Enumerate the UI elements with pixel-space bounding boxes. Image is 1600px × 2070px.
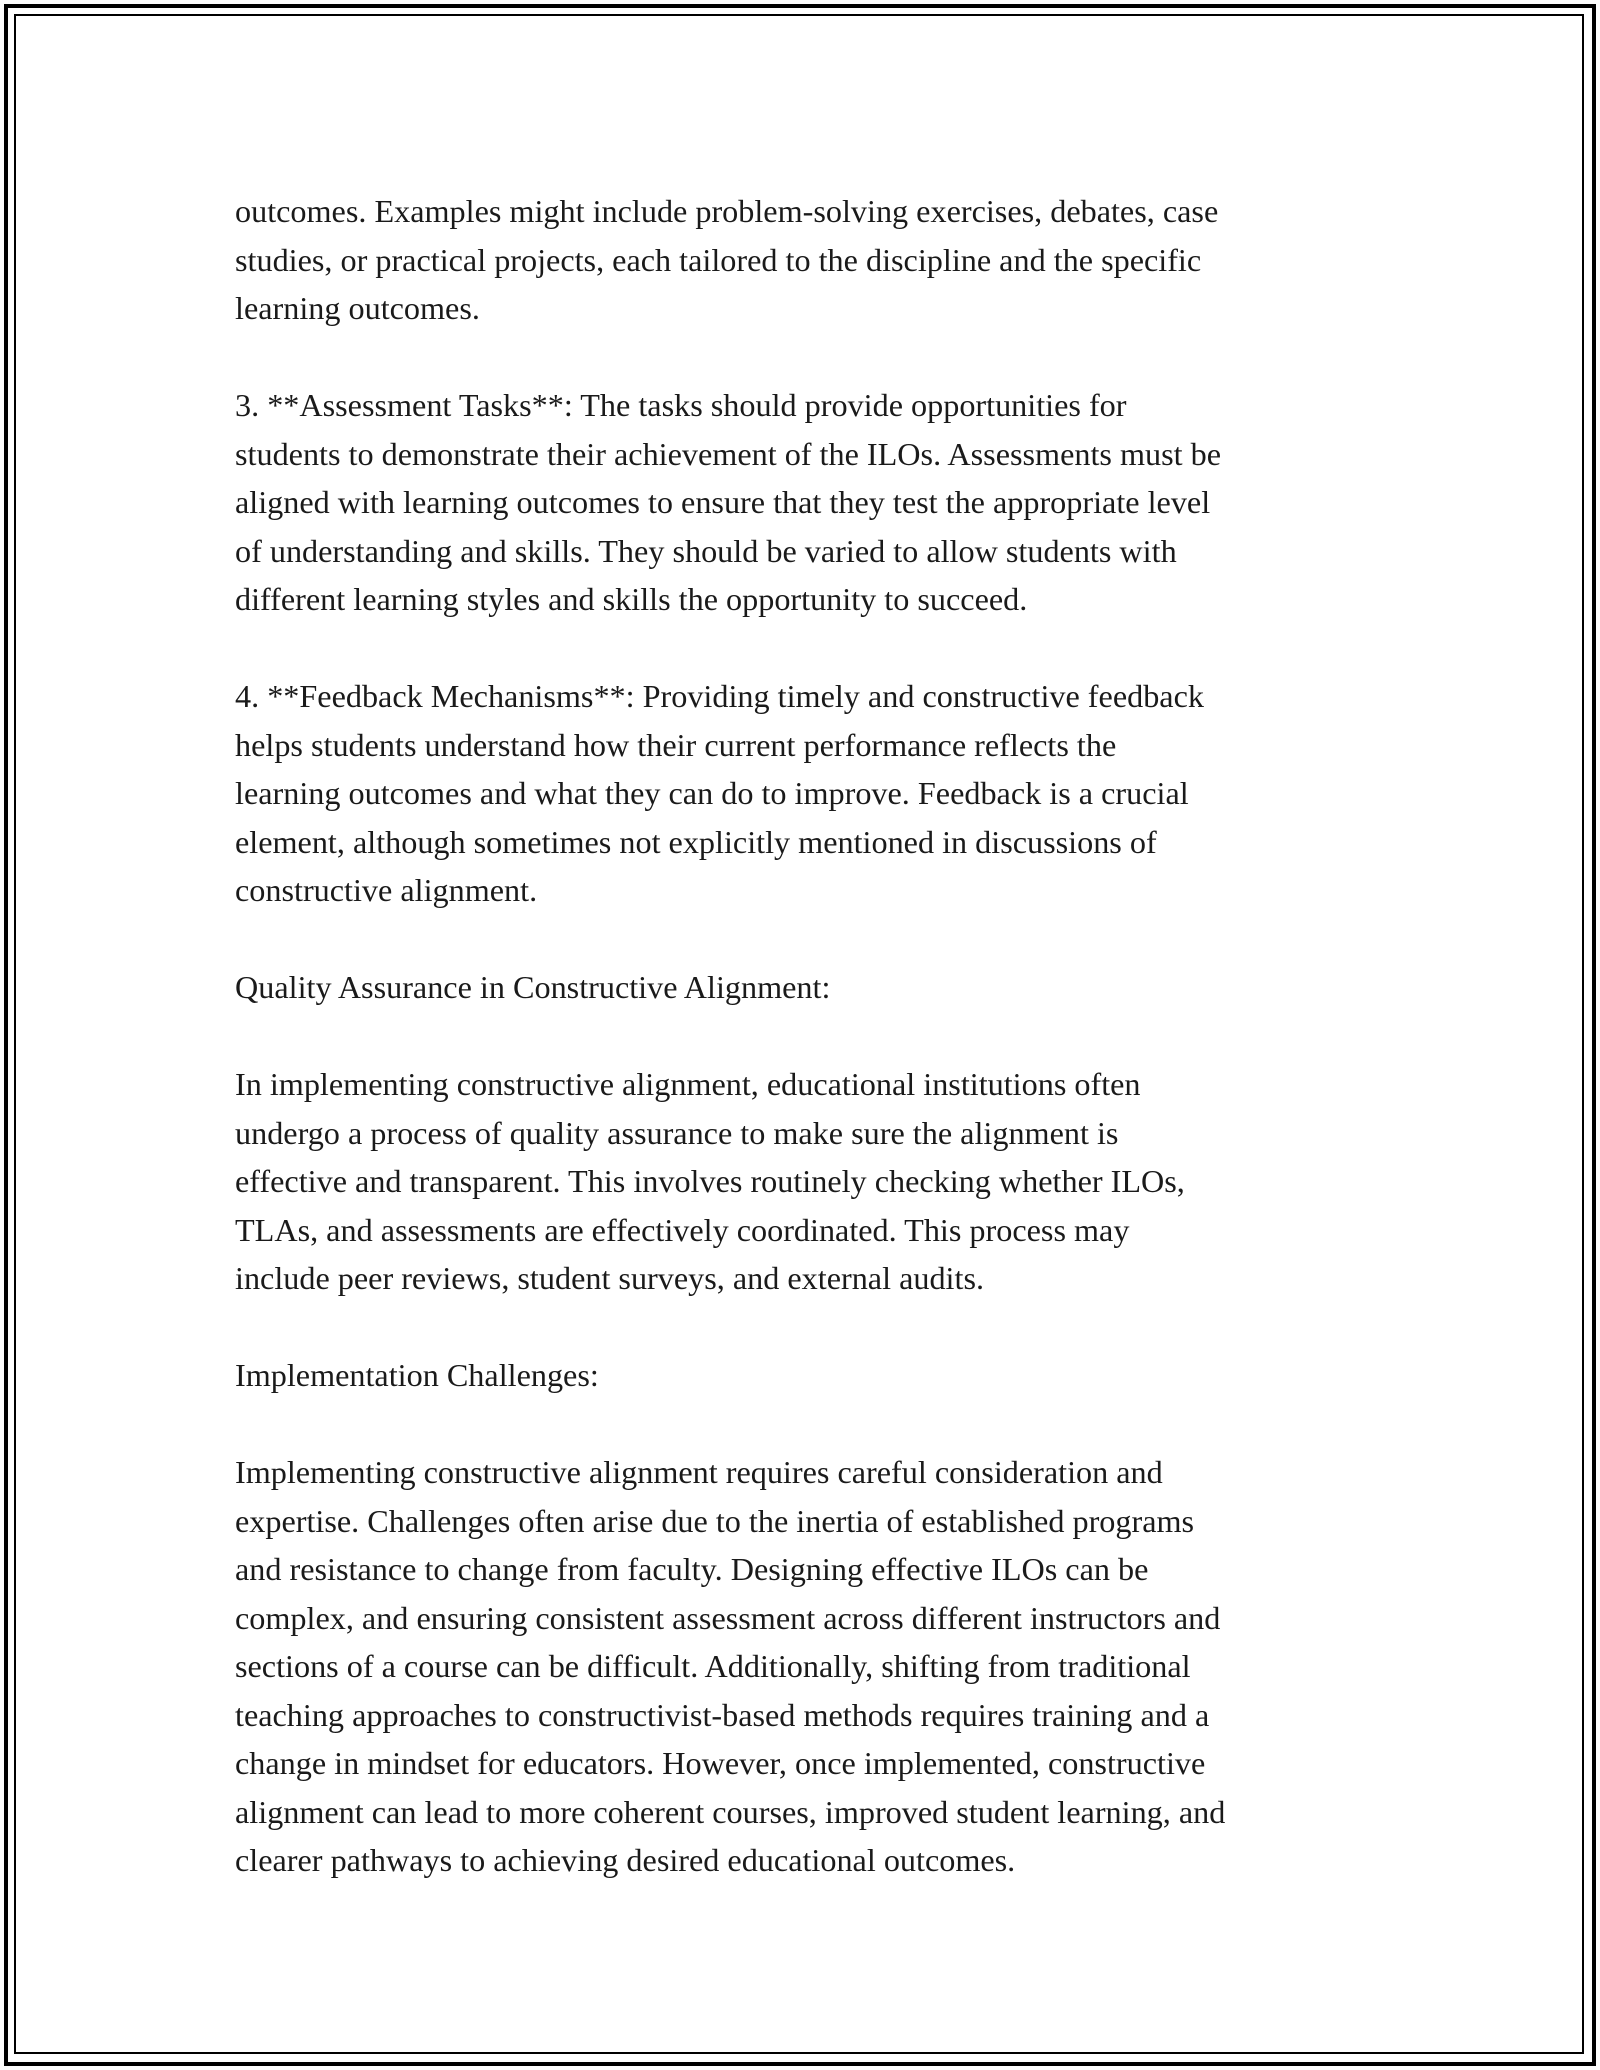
text-line: effective and transparent. This involves routinely checking whether ILOs, — [235, 1163, 1185, 1199]
paragraph-activities-continued — [235, 187, 1365, 333]
list-item-feedback-mechanisms — [235, 672, 1365, 915]
text-line: change in mindset for educators. However, once implemented, constructive — [235, 1745, 1206, 1781]
text-line: studies, or practical projects, each tailored to the discipline and the specific — [235, 241, 1202, 278]
section-heading-implementation-challenges — [235, 1351, 1365, 1400]
paragraph-implementation-challenges — [235, 1448, 1365, 1885]
text-line: constructive alignment. — [235, 872, 538, 908]
text-line: teaching approaches to constructivist-based methods requires training and a — [235, 1696, 1210, 1733]
text-line: undergo a process of quality assurance to make sure the alignment is — [235, 1114, 1119, 1151]
text-line: In implementing constructive alignment, educational institutions often — [235, 1066, 1141, 1102]
section-heading-quality-assurance — [235, 963, 1365, 1012]
text-line: expertise. Challenges often arise due to the inertia of established programs — [235, 1502, 1195, 1539]
text-line: TLAs, and assessments are effectively coordinated. This process may — [235, 1211, 1130, 1248]
heading-text: Quality Assurance in Constructive Alignment: — [235, 969, 831, 1005]
list-item-assessment-tasks — [235, 381, 1365, 624]
text-line: and resistance to change from faculty. Designing effective ILOs can be — [235, 1551, 1149, 1587]
text-line: alignment can lead to more coherent courses, improved student learning, and — [235, 1793, 1226, 1830]
text-line: outcomes. Examples might include problem-solving exercises, debates, case — [235, 193, 1219, 229]
text-line: sections of a course can be difficult. Additionally, shifting from traditional — [235, 1648, 1191, 1684]
text-line: Implementing constructive alignment requires careful consideration and — [235, 1454, 1163, 1490]
text-line: clearer pathways to achieving desired educational outcomes. — [235, 1842, 1016, 1878]
text-line: aligned with learning outcomes to ensure that they test the appropriate level — [235, 484, 1211, 520]
text-line: learning outcomes. — [235, 290, 480, 326]
text-line: 3. **Assessment Tasks**: The tasks should provide opportunities for — [235, 387, 1127, 423]
text-line: element, although sometimes not explicitly mentioned in discussions of — [235, 823, 1157, 860]
text-line: 4. **Feedback Mechanisms**: Providing timely and constructive feedback — [235, 678, 1204, 714]
heading-text: Implementation Challenges: — [235, 1357, 599, 1393]
text-line: of understanding and skills. They should be varied to allow students with — [235, 532, 1177, 569]
text-line: complex, and ensuring consistent assessment across different instructors and — [235, 1599, 1221, 1636]
text-line: different learning styles and skills the opportunity to succeed. — [235, 581, 1028, 617]
text-line: include peer reviews, student surveys, and external audits. — [235, 1260, 985, 1296]
text-line: learning outcomes and what they can do to improve. Feedback is a crucial — [235, 775, 1189, 811]
text-line: students to demonstrate their achievement of the ILOs. Assessments must be — [235, 435, 1221, 472]
document-body — [235, 187, 1365, 1933]
text-line: helps students understand how their current performance reflects the — [235, 726, 1117, 763]
paragraph-quality-assurance — [235, 1060, 1365, 1303]
